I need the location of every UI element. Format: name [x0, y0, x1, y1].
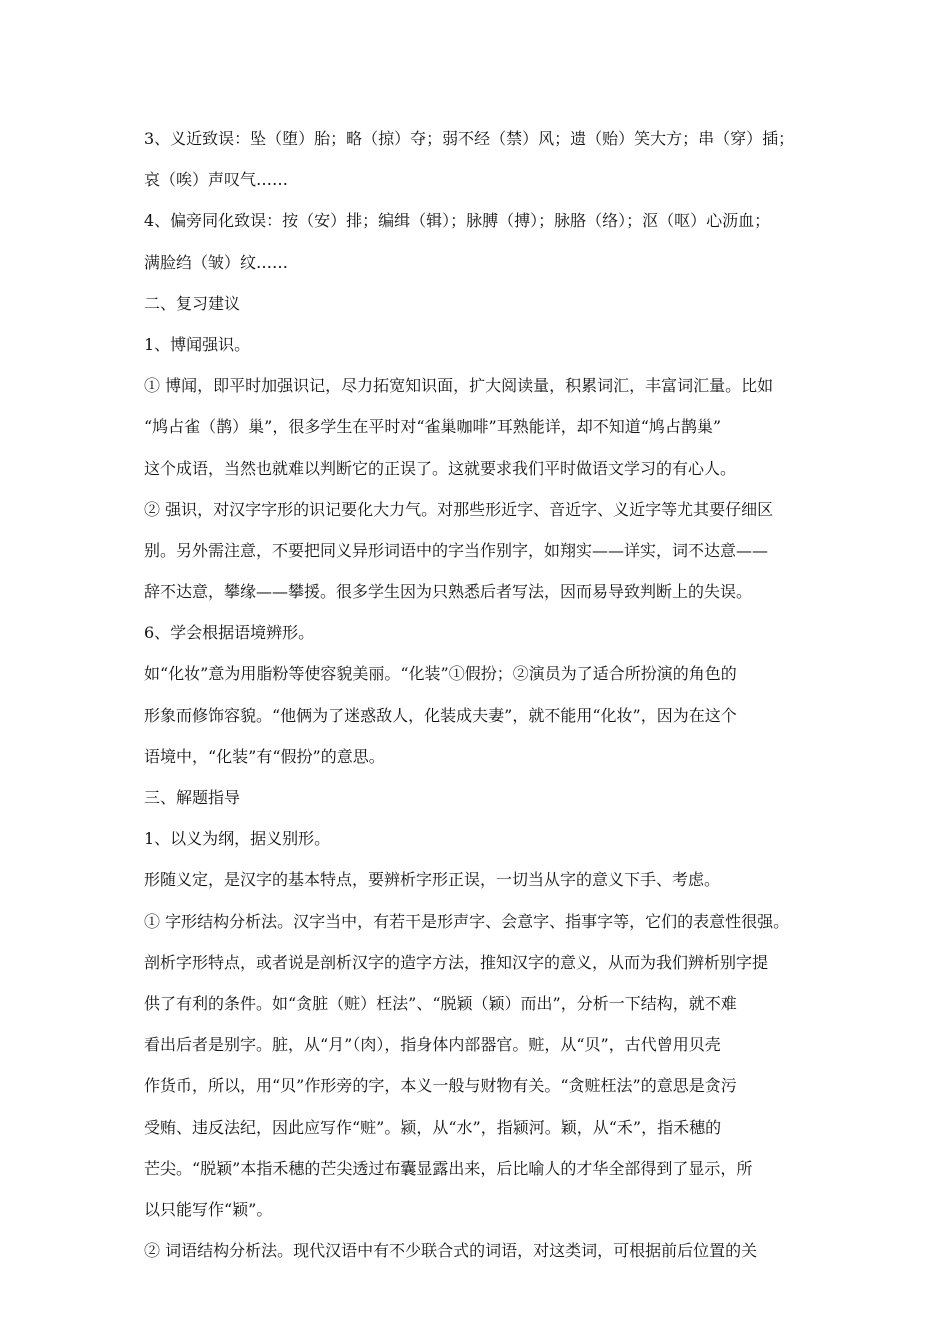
text-line: 芒尖。“脱颖”本指禾穗的芒尖透过布囊显露出来，后比喻人的才华全部得到了显示，所: [144, 1158, 753, 1178]
text-line: ② 强识，对汉字字形的识记要化大力气。对那些形近字、音近字、义近字等尤其要仔细区: [144, 499, 774, 519]
text-line: 哀（唉）声叹气……: [144, 170, 289, 190]
text-line: 满脸绉（皱）纹……: [144, 252, 289, 272]
text-line: 3、义近致误：坠（堕）胎；略（掠）夺；弱不经（禁）风；遗（贻）笑大方；串（穿）插；: [144, 129, 795, 148]
text-line: 剖析字形特点，或者说是剖析汉字的造字方法，推知汉字的意义，从而为我们辨析别字提: [144, 952, 769, 972]
text-line: 4、偏旁同化致误：按（安）排；编缉（辑）；脉膊（搏）；脉胳（络）；沤（呕）心沥血；: [144, 211, 771, 231]
subheading: 1、以义为纲，据义别形。: [144, 829, 331, 849]
text-line: 受贿、违反法纪，因此应写作“赃”。颍，从“水”，指颍河。颖，从“禾”，指禾穗的: [144, 1117, 722, 1137]
text-line: 如“化妆”意为用脂粉等使容貌美丽。“化装”①假扮；②演员为了适合所扮演的角色的: [144, 664, 737, 684]
section-heading: 三、解题指导: [144, 788, 241, 807]
text-line: 看出后者是别字。脏，从“月”（肉），指身体内部器官。赃，从“贝”，古代曾用贝壳: [144, 1035, 721, 1055]
text-line: 语境中，“化装”有“假扮”的意思。: [144, 746, 385, 766]
text-line: 作货币，所以，用“贝”作形旁的字，本义一般与财物有关。“贪赃枉法”的意思是贪污: [144, 1076, 737, 1096]
text-line: 别。另外需注意，不要把同义异形词语中的字当作别字，如翔实——详实，词不达意——: [144, 540, 769, 560]
text-line: 供了有利的条件。如“贪脏（赃）枉法”、“脱颖（颖）而出”，分析一下结构，就不难: [144, 993, 737, 1013]
text-line: “鸠占雀（鹊）巢”，很多学生在平时对“雀巢咖啡”耳熟能详，却不知道“鸠占鹊巢”: [144, 417, 722, 437]
text-line: 辞不达意，攀缘——攀援。很多学生因为只熟悉后者写法，因而易导致判断上的失误。: [144, 582, 753, 602]
document-body: [144, 118, 820, 1271]
text-line: 以只能写作“颖”。: [144, 1199, 273, 1219]
text-line: ② 词语结构分析法。现代汉语中有不少联合式的词语，对这类词，可根据前后位置的关: [144, 1241, 758, 1261]
text-line: ① 字形结构分析法。汉字当中，有若干是形声字、会意字、指事字等，它们的表意性很强。: [144, 911, 790, 931]
text-line: 这个成语，当然也就难以判断它的正误了。这就要求我们平时做语文学习的有心人。: [144, 458, 737, 478]
subheading: 6、学会根据语境辨形。: [144, 623, 315, 643]
text-line: ① 博闻，即平时加强识记，尽力拓宽知识面，扩大阅读量，积累词汇，丰富词汇量。比如: [144, 376, 774, 396]
subheading: 1、博闻强识。: [144, 334, 251, 354]
section-heading: 二、复习建议: [144, 293, 241, 313]
text-line: 形象而修饰容貌。“他俩为了迷惑敌人，化装成夫妻”，就不能用“化妆”，因为在这个: [144, 705, 737, 725]
text-line: 形随义定，是汉字的基本特点，要辨析字形正误，一切当从字的意义下手、考虑。: [144, 870, 721, 890]
